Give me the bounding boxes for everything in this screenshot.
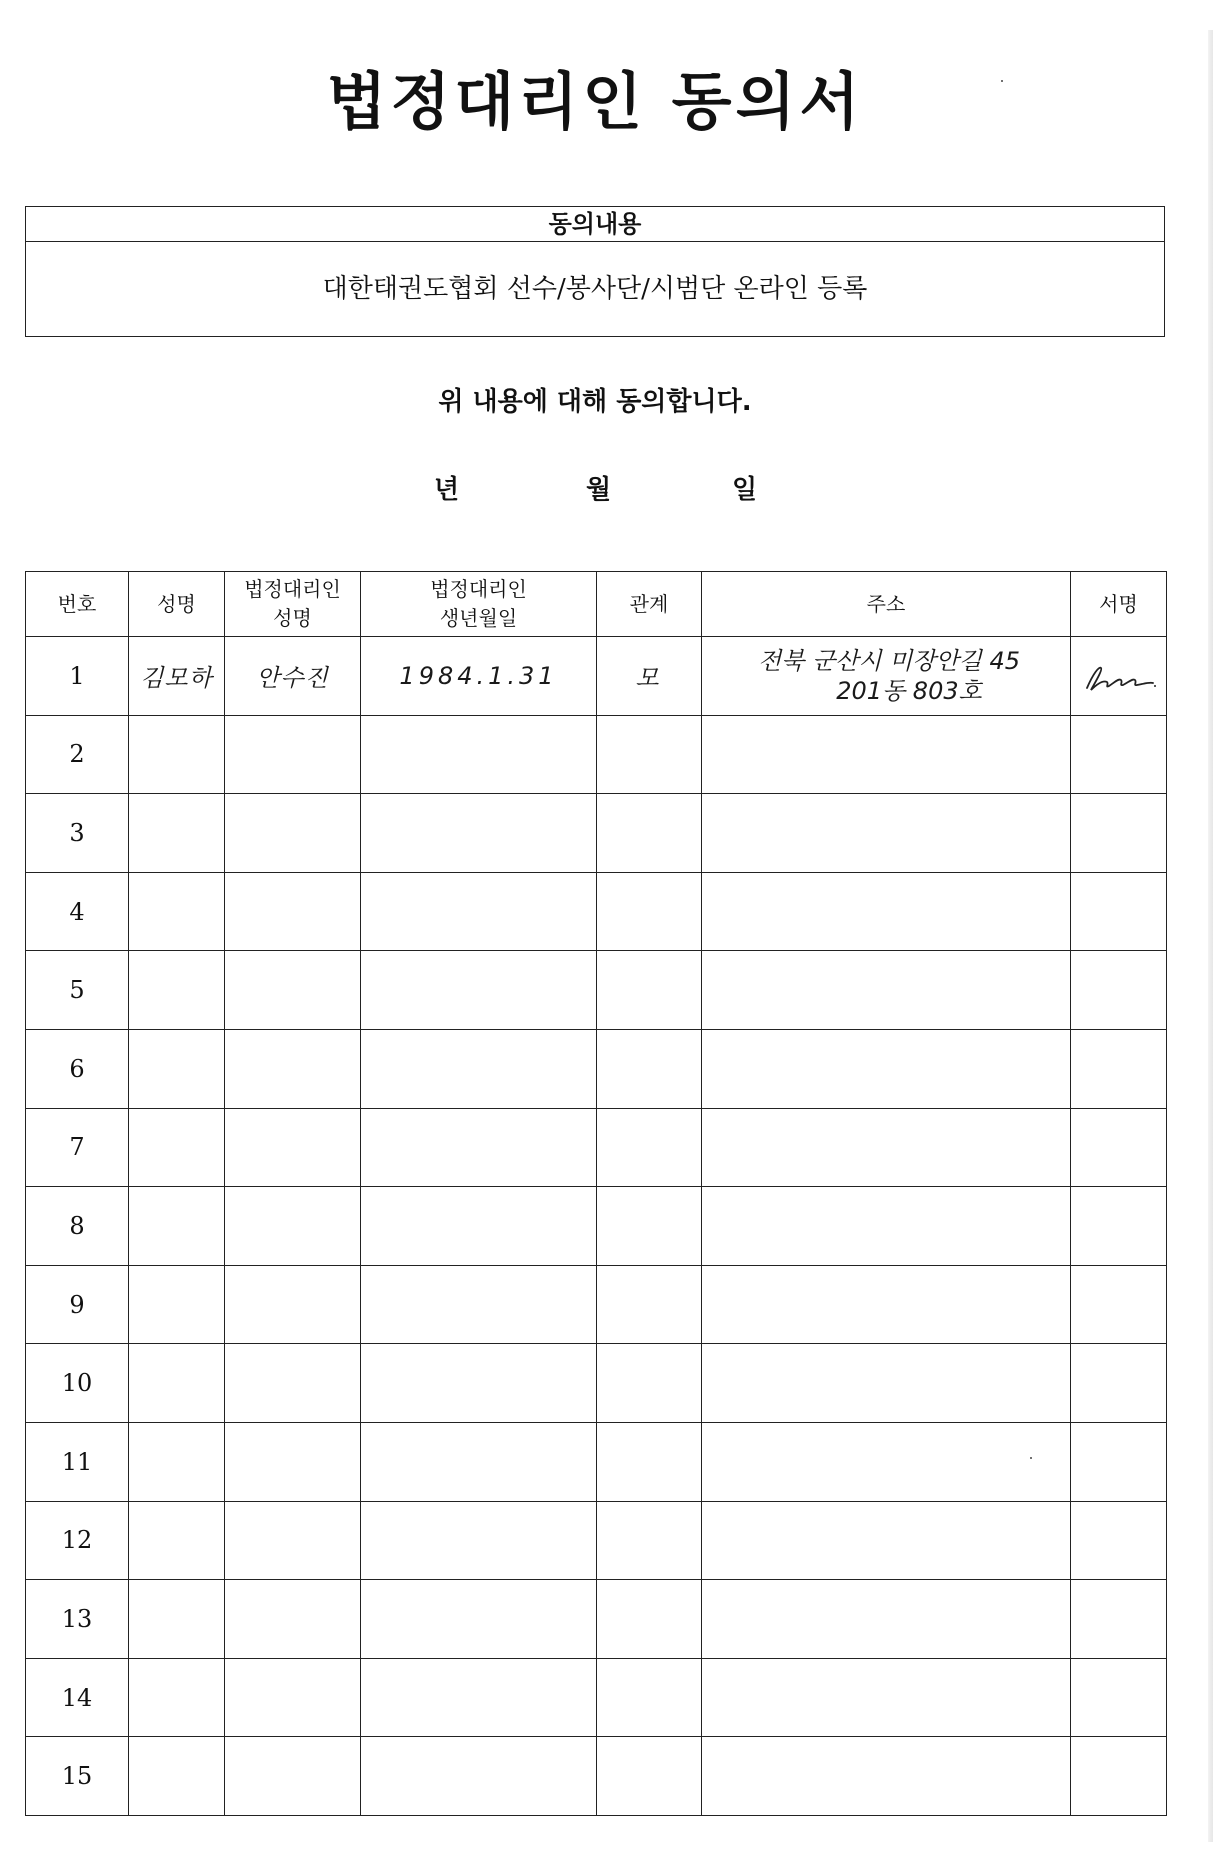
table-header-row — [26, 572, 1167, 637]
page-edge — [1208, 30, 1213, 1842]
empty-cell — [361, 1029, 597, 1108]
empty-cell — [1071, 951, 1167, 1030]
header-guardian-name-line2: 성명 — [273, 606, 312, 630]
empty-cell — [225, 715, 361, 794]
document-title: 법정대리인 동의서 — [326, 65, 864, 138]
signature-mark — [1079, 656, 1159, 696]
empty-cell — [597, 1344, 702, 1423]
empty-cell — [1071, 1737, 1167, 1816]
empty-cell — [225, 1265, 361, 1344]
empty-cell — [225, 1737, 361, 1816]
header-name: 성명 — [129, 572, 225, 637]
empty-cell — [225, 1422, 361, 1501]
empty-cell — [225, 872, 361, 951]
table-row — [26, 637, 1167, 716]
empty-cell — [1071, 1580, 1167, 1659]
table-row — [26, 1108, 1167, 1187]
table-row — [26, 1422, 1167, 1501]
consent-content: 대한태권도협회 선수/봉사단/시범단 온라인 등록 — [322, 274, 868, 304]
table-row — [26, 1344, 1167, 1423]
row-number: 12 — [26, 1501, 129, 1580]
empty-cell — [225, 1187, 361, 1266]
empty-cell — [597, 1187, 702, 1266]
empty-cell — [129, 1422, 225, 1501]
empty-cell — [597, 951, 702, 1030]
empty-cell — [597, 1501, 702, 1580]
empty-cell — [129, 1108, 225, 1187]
empty-cell — [129, 951, 225, 1030]
row-number: 3 — [26, 794, 129, 873]
guardian-birthdate: 1984.1.31 — [361, 637, 597, 716]
empty-cell — [361, 1580, 597, 1659]
empty-cell — [597, 872, 702, 951]
empty-cell — [361, 1737, 597, 1816]
empty-cell — [702, 715, 1071, 794]
empty-cell — [597, 1265, 702, 1344]
table-row — [26, 794, 1167, 873]
header-relation: 관계 — [597, 572, 702, 637]
row-number: 4 — [26, 872, 129, 951]
row-number: 14 — [26, 1658, 129, 1737]
empty-cell — [129, 794, 225, 873]
empty-cell — [361, 715, 597, 794]
empty-cell — [1071, 1265, 1167, 1344]
header-guardian-birth-line1: 법정대리인 — [430, 577, 527, 601]
guardian-name: 안수진 — [225, 637, 361, 716]
relation: 모 — [597, 637, 702, 716]
header-guardian-name — [225, 572, 361, 637]
empty-cell — [702, 951, 1071, 1030]
stray-dot — [1030, 1457, 1032, 1459]
row-number: 11 — [26, 1422, 129, 1501]
empty-cell — [702, 872, 1071, 951]
empty-cell — [702, 1265, 1071, 1344]
empty-cell — [361, 1658, 597, 1737]
empty-cell — [1071, 715, 1167, 794]
empty-cell — [361, 794, 597, 873]
empty-cell — [361, 872, 597, 951]
empty-cell — [702, 1344, 1071, 1423]
empty-cell — [361, 1108, 597, 1187]
empty-cell — [225, 1580, 361, 1659]
date-year-label: 년 — [434, 475, 460, 505]
table-row — [26, 1580, 1167, 1659]
empty-cell — [702, 1580, 1071, 1659]
agree-statement: 위 내용에 대해 동의합니다. — [438, 387, 752, 417]
row-number: 8 — [26, 1187, 129, 1266]
empty-cell — [225, 1108, 361, 1187]
empty-cell — [361, 1344, 597, 1423]
empty-cell — [225, 951, 361, 1030]
empty-cell — [1071, 1422, 1167, 1501]
row-number: 10 — [26, 1344, 129, 1423]
empty-cell — [1071, 1658, 1167, 1737]
empty-cell — [129, 872, 225, 951]
header-signature: 서명 — [1071, 572, 1167, 637]
consent-box — [25, 206, 1165, 337]
header-number: 번호 — [26, 572, 129, 637]
empty-cell — [1071, 794, 1167, 873]
empty-cell — [1071, 1344, 1167, 1423]
empty-cell — [129, 1187, 225, 1266]
row-number: 15 — [26, 1737, 129, 1816]
row-number: 2 — [26, 715, 129, 794]
address-line1: 전북 군산시 미장안길 45 — [757, 646, 1021, 675]
date-day-label: 일 — [732, 475, 758, 505]
empty-cell — [597, 1658, 702, 1737]
empty-cell — [702, 1187, 1071, 1266]
empty-cell — [702, 1501, 1071, 1580]
table-row — [26, 715, 1167, 794]
row-number: 7 — [26, 1108, 129, 1187]
header-address: 주소 — [702, 572, 1071, 637]
table-row — [26, 1029, 1167, 1108]
signature-cell — [1071, 637, 1167, 716]
table-row — [26, 1737, 1167, 1816]
header-guardian-name-line1: 법정대리인 — [244, 577, 341, 601]
empty-cell — [597, 1580, 702, 1659]
empty-cell — [702, 1029, 1071, 1108]
empty-cell — [361, 1501, 597, 1580]
empty-cell — [1071, 1501, 1167, 1580]
row-number: 1 — [26, 637, 129, 716]
consent-header: 동의내용 — [26, 207, 1164, 242]
empty-cell — [597, 794, 702, 873]
empty-cell — [225, 1501, 361, 1580]
empty-cell — [129, 1501, 225, 1580]
empty-cell — [129, 1265, 225, 1344]
stray-dot — [1001, 80, 1003, 82]
empty-cell — [597, 1108, 702, 1187]
empty-cell — [597, 1737, 702, 1816]
empty-cell — [597, 1422, 702, 1501]
empty-cell — [1071, 1108, 1167, 1187]
empty-cell — [702, 1737, 1071, 1816]
empty-cell — [702, 794, 1071, 873]
empty-cell — [129, 1344, 225, 1423]
empty-cell — [129, 1658, 225, 1737]
empty-cell — [597, 1029, 702, 1108]
empty-cell — [129, 1029, 225, 1108]
row-number: 9 — [26, 1265, 129, 1344]
empty-cell — [129, 1737, 225, 1816]
table-row — [26, 1265, 1167, 1344]
header-guardian-birth — [361, 572, 597, 637]
empty-cell — [225, 1658, 361, 1737]
empty-cell — [702, 1108, 1071, 1187]
empty-cell — [361, 1422, 597, 1501]
date-month-label: 월 — [586, 475, 612, 505]
empty-cell — [225, 1344, 361, 1423]
address — [702, 637, 1071, 716]
empty-cell — [1071, 1029, 1167, 1108]
table-row — [26, 1187, 1167, 1266]
participant-name: 김모하 — [129, 637, 225, 716]
guardian-table — [25, 571, 1167, 1816]
empty-cell — [361, 951, 597, 1030]
empty-cell — [225, 794, 361, 873]
empty-cell — [702, 1422, 1071, 1501]
row-number: 5 — [26, 951, 129, 1030]
empty-cell — [361, 1265, 597, 1344]
table-row — [26, 1658, 1167, 1737]
header-guardian-birth-line2: 생년월일 — [439, 606, 518, 630]
empty-cell — [129, 715, 225, 794]
empty-cell — [702, 1658, 1071, 1737]
row-number: 6 — [26, 1029, 129, 1108]
address-line2: 201동 803호 — [836, 676, 982, 705]
empty-cell — [225, 1029, 361, 1108]
row-number: 13 — [26, 1580, 129, 1659]
empty-cell — [129, 1580, 225, 1659]
empty-cell — [1071, 872, 1167, 951]
empty-cell — [597, 715, 702, 794]
table-row — [26, 951, 1167, 1030]
table-row — [26, 872, 1167, 951]
table-row — [26, 1501, 1167, 1580]
empty-cell — [1071, 1187, 1167, 1266]
empty-cell — [361, 1187, 597, 1266]
